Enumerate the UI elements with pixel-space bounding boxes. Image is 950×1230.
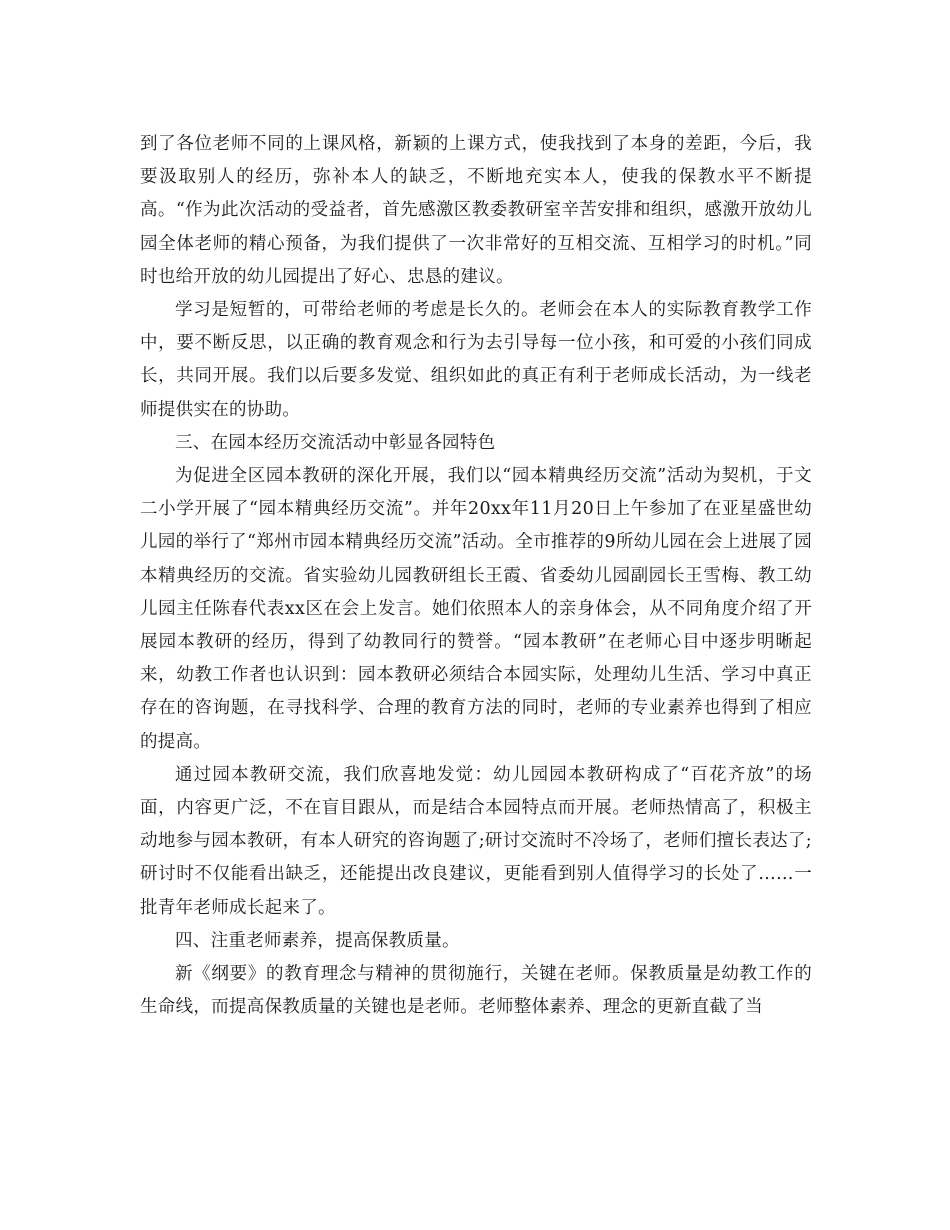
- section-heading-three: 三、在园本经历交流活动中彰显各园特色: [175, 432, 496, 453]
- paragraph-continuation: 到了各位老师不同的上课风格，新颖的上课方式，使我找到了本身的差距，今后，我要汲取别人的经历，弥补本人的缺乏，不断地充实本人，使我的保教水平不断提高。“作为此次活动的受益者，首先感激区教委教研室辛苦安排和组织，感激开放幼儿园全体老师的精心预备，为我们提供了一次非常好的互相交流、互相学习的时机。”同时也给开放的幼儿园提出了好心、忠恳的建议。: [140, 134, 812, 287]
- paragraph-teacher-quality: 新《纲要》的教育理念与精神的贯彻施行，关键在老师。保教质量是幼教工作的生命线，而提高保教质量的关键也是老师。老师整体素养、理念的更新直截了当: [140, 964, 812, 1018]
- paragraph-learning-reflection: 学习是短暂的，可带给老师的考虑是长久的。老师会在本人的实际教育教学工作中，要不断反思，以正确的教育观念和行为去引导每一位小孩，和可爱的小孩们同成长，共同开展。我们以后要多发觉、组织如此的真正有利于老师成长活动，为一线老师提供实在的协助。: [140, 300, 812, 420]
- document-body: [140, 128, 812, 1024]
- paragraph-exchange-results: 通过园本教研交流，我们欣喜地发觉：幼儿园园本教研构成了“百花齐放”的场面，内容更广泛，不在盲目跟从，而是结合本园特点而开展。老师热情高了，积极主动地参与园本教研，有本人研究的咨询题了;研讨交流时不冷场了，老师们擅长表达了;研讨时不仅能看出缺乏，还能提出改良建议，更能看到别人值得学习的长处了……一批青年老师成长起来了。: [140, 764, 812, 918]
- paragraph-experience-exchange: 为促进全区园本教研的深化开展，我们以“园本精典经历交流”活动为契机，于文二小学开展了“园本精典经历交流”。并年20xx年11月20日上午参加了在亚星盛世幼儿园的举行了“郑州市园本精典经历交流”活动。全市推荐的9所幼儿园在会上进展了园本精典经历的交流。省实验幼儿园教研组长王霞、省委幼儿园副园长王雪梅、教工幼儿园主任陈春代表xx区在会上发言。她们依照本人的亲身体会，从不同角度介绍了开展园本教研的经历，得到了幼教同行的赞誉。“园本教研”在老师心目中逐步明晰起来，幼教工作者也认识到：园本教研必须结合本园实际，处理幼儿生活、学习中真正存在的咨询题，在寻找科学、合理的教育方法的同时，老师的专业素养也得到了相应的提高。: [140, 466, 812, 752]
- section-heading-four: 四、注重老师素养，提高保教质量。: [175, 930, 460, 951]
